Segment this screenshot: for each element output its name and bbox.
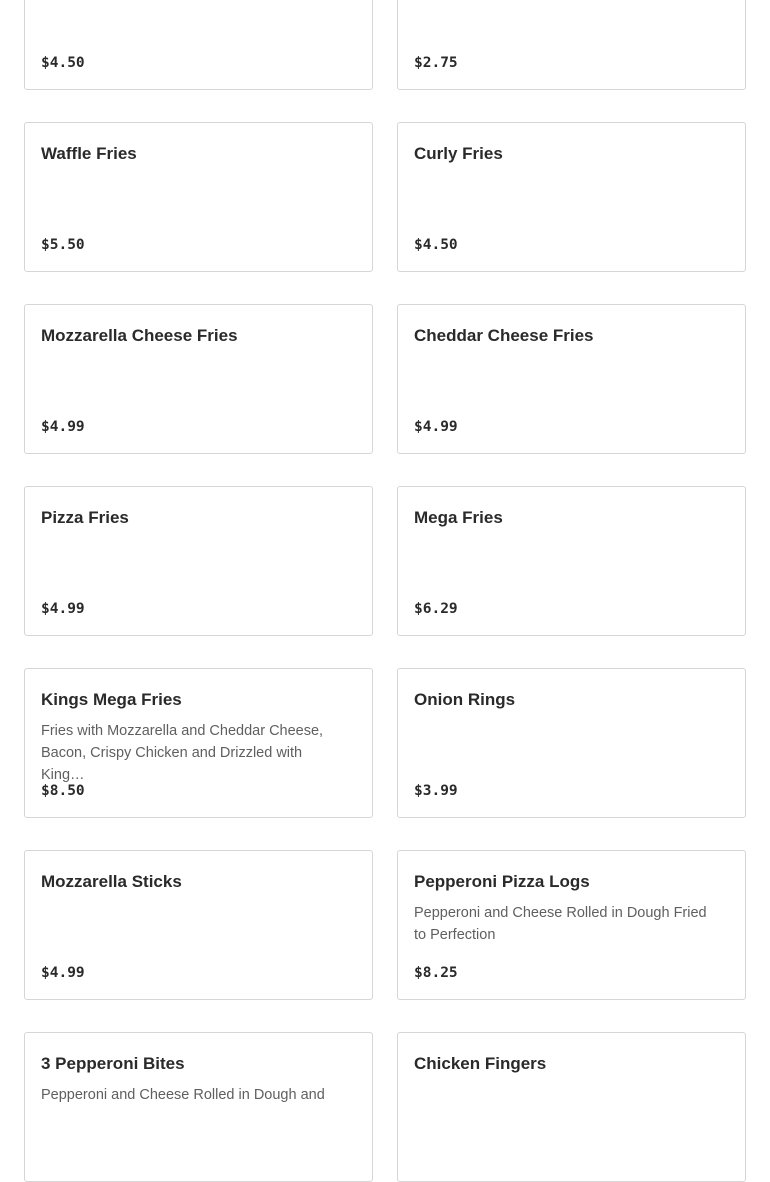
item-name: 3 Pepperoni Bites <box>41 1054 185 1073</box>
item-description: Fries with Mozzarella and Cheddar Cheese, Bacon, Crispy Chicken and Drizzled with King… <box>41 723 324 783</box>
item-price: $8.50 <box>41 783 85 799</box>
menu-items-grid <box>24 0 746 1182</box>
menu-item-card[interactable] <box>397 850 746 1000</box>
item-name: Pepperoni Pizza Logs <box>414 872 590 891</box>
menu-item-card[interactable] <box>397 1032 746 1182</box>
item-name: Pizza Fries <box>41 508 129 527</box>
item-price: $8.25 <box>414 965 458 981</box>
menu-item-card[interactable] <box>397 0 746 90</box>
menu-item-card[interactable] <box>397 304 746 454</box>
item-price: $2.75 <box>414 55 458 71</box>
item-price: $3.99 <box>414 783 458 799</box>
menu-item-card[interactable] <box>24 1032 373 1182</box>
menu-item-card[interactable] <box>24 0 373 90</box>
item-price: $4.99 <box>41 965 85 981</box>
item-price: $4.99 <box>41 601 85 617</box>
item-name: Onion Rings <box>414 690 516 709</box>
item-description: Pepperoni and Cheese Rolled in Dough and <box>41 1087 325 1103</box>
item-name: Mozzarella Cheese Fries <box>41 326 238 345</box>
item-name: Chicken Fingers <box>414 1054 547 1073</box>
menu-item-card[interactable] <box>24 304 373 454</box>
menu-item-card[interactable] <box>397 122 746 272</box>
item-price: $4.50 <box>41 55 85 71</box>
menu-item-card[interactable] <box>24 850 373 1000</box>
item-price: $4.50 <box>414 237 458 253</box>
item-name: Curly Fries <box>414 144 503 163</box>
item-price: $6.29 <box>414 601 458 617</box>
item-price: $5.50 <box>41 237 85 253</box>
menu-item-card[interactable] <box>397 668 746 818</box>
item-price: $4.99 <box>414 419 458 435</box>
item-price: $4.99 <box>41 419 85 435</box>
item-description: Pepperoni and Cheese Rolled in Dough Fried to Perfection <box>414 905 707 943</box>
item-name: Cheddar Cheese Fries <box>414 326 594 345</box>
menu-item-card[interactable] <box>24 486 373 636</box>
item-name: Mozzarella Sticks <box>41 872 182 891</box>
menu-item-card[interactable] <box>397 486 746 636</box>
item-name: Kings Mega Fries <box>41 690 182 709</box>
menu-item-card[interactable] <box>24 668 373 818</box>
item-name: Waffle Fries <box>41 144 137 163</box>
item-name: Mega Fries <box>414 508 503 527</box>
menu-item-card[interactable] <box>24 122 373 272</box>
